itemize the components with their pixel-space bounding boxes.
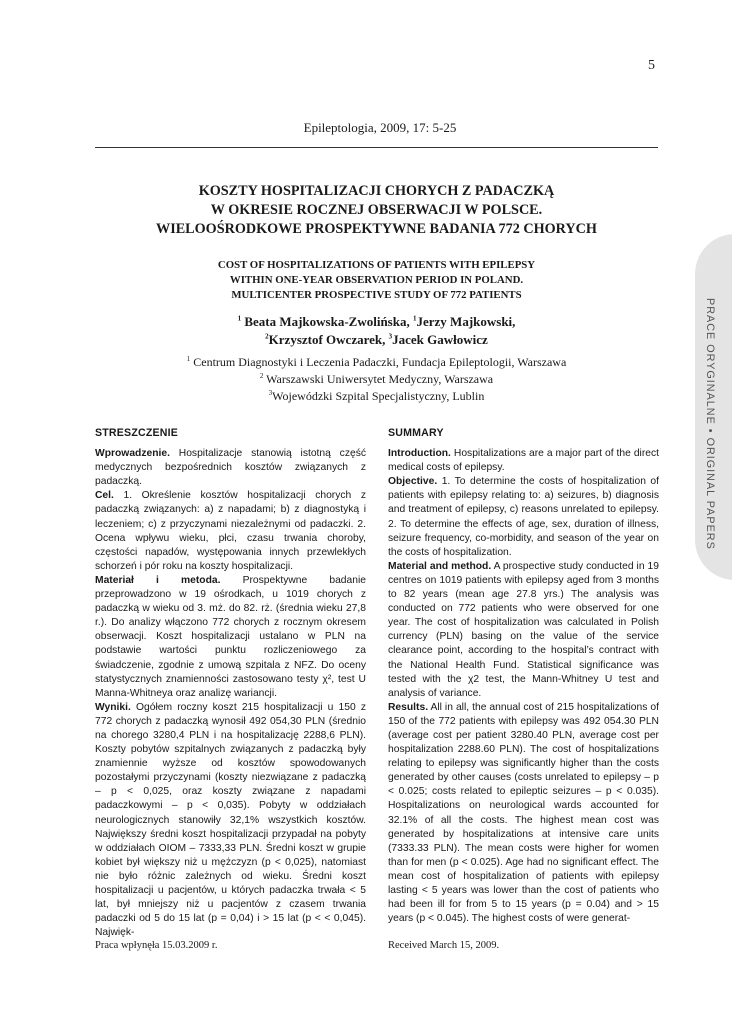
author-line: [95, 331, 658, 349]
affiliation-list: [95, 354, 658, 405]
abstract-paragraph: [388, 475, 659, 560]
author-line: [95, 313, 658, 331]
abstract-paragraph: [95, 574, 366, 701]
title-english-line: WITHIN ONE-YEAR OBSERVATION PERIOD IN POLAND.: [229, 274, 524, 286]
section-text: Prospektywne badanie przeprowadzono w 19 ośrodkach, u 1019 chorych z padaczką w wieku od 3. mż. do 82. rż. (średnia wieku 27,8 r.). Do analizy włączono 772 chorych z rocznym okresem obserwacji. Koszt hospitalizacji ustalano w PLN na podstawie wartości punktu rozliczeniowego za świadczenie, zgodnie z umową szpitala z NFZ. Do oceny statystycznych znamienności zastosowano testy χ², test U Manna-Whitneya oraz analizę wariancji.: [95, 574, 366, 699]
title-polish-line: WIELOOŚRODKOWE PROSPEKTYWNE BADANIA 772 CHORYCH: [156, 221, 597, 237]
section-text: 1. Określenie kosztów hospitalizacji chorych z padaczką związanych: a) z napadami; b) z diagnostyką i leczeniem; c) z przyczynami niezależnymi od padaczki. 2. Ocena wpływu wieku, płci, czasu trwania choroby, częstości napadów, występowania innych przewlekłych schorzeń i pór roku na koszty hospitalizacji.: [95, 490, 366, 572]
affiliation-text: Wojewódzki Szpital Specjalistyczny, Lublin: [272, 389, 485, 403]
author-affiliation-mark: 3: [388, 332, 393, 341]
title-english-line: COST OF HOSPITALIZATIONS OF PATIENTS WITH EPILEPSY: [217, 259, 536, 271]
affiliation: [95, 371, 658, 388]
abstract-paragraph: [388, 560, 659, 701]
author-name: Jacek Gawłowicz: [392, 332, 488, 347]
affiliation-mark: 3: [268, 389, 273, 397]
title-polish-line: KOSZTY HOSPITALIZACJI CHORYCH Z PADACZKĄ: [198, 183, 555, 199]
author-list: [95, 313, 658, 349]
section-label: Results.: [388, 701, 429, 713]
affiliation-text: Warszawski Uniwersytet Medyczny, Warszawa: [266, 372, 494, 386]
abstract-heading: SUMMARY: [388, 427, 444, 439]
affiliation: [95, 354, 658, 371]
section-label: Cel.: [95, 490, 114, 502]
title-polish: [95, 182, 658, 239]
author-name: Jerzy Majkowski,: [416, 314, 516, 329]
title-english-line: MULTICENTER PROSPECTIVE STUDY OF 772 PATIENTS: [231, 289, 522, 301]
received-date-polish: Praca wpłynęła 15.03.2009 r.: [95, 940, 218, 951]
abstract-paragraph: [95, 447, 366, 489]
abstract-paragraph: [388, 447, 659, 475]
section-label: Material and method.: [388, 560, 492, 572]
abstract-english: [388, 426, 659, 926]
affiliation: [95, 388, 658, 405]
author-affiliation-mark: 1: [237, 314, 242, 323]
section-label: Wyniki.: [95, 701, 131, 713]
journal-citation: Epileptologia, 2009, 17: 5-25: [303, 120, 457, 135]
section-side-label: PRACE ORYGINALNE • ORIGINAL PAPERS: [704, 298, 716, 550]
affiliation-text: Centrum Diagnostyki i Leczenia Padaczki, Fundacja Epileptologii, Warszawa: [193, 355, 567, 369]
section-label: Wprowadzenie.: [95, 448, 170, 460]
abstract-paragraph: [95, 701, 366, 941]
abstract-paragraph: [95, 489, 366, 574]
abstract-paragraph: [388, 701, 659, 927]
author-name: Beata Majkowska-Zwolińska,: [244, 314, 410, 329]
title-polish-line: W OKRESIE ROCZNEJ OBSERWACJI W POLSCE.: [210, 202, 543, 218]
section-text: Hospitalizacje stanowią istotną część medycznych bezpośrednich kosztów związanych z padaczką.: [95, 448, 366, 488]
affiliation-mark: 1: [186, 355, 191, 363]
affiliation-mark: 2: [259, 372, 264, 380]
section-label: Objective.: [388, 476, 438, 488]
author-affiliation-mark: 2: [265, 332, 269, 341]
section-text: 1. To determine the costs of hospitalization of patients with epilepsy relating to: a) seizures, b) diagnosis and treatment of epilepsy, c) reasons unrelated to epilepsy. 2. To determine the effects of age, sex, duration of illness, seizure frequency, co-morbidity, and season of the year on the costs of hospitalization.: [388, 476, 659, 558]
author-affiliation-mark: 1: [412, 314, 417, 323]
section-text: Ogółem roczny koszt 215 hospitalizacji u 150 z 772 chorych z padaczką wynosił 492 054,30 PLN (średnio na chorego 3280,4 PLN i na hospitalizację 2288,6 PLN). Koszty pobytów szpitalnych związanych z padaczką były znamiennie wyższe od kosztów spowodowanych pozostałymi przyczynami (koszty niezwiązane z padaczką – p < 0,025, oraz koszty związane z napadami padaczkowymi – p < 0,035). Pobyty w oddziałach neurologicznych stanowiły 32,1% wszystkich kosztów. Największy średni koszt hospitalizacji przypadał na pobyty w oddziałach OIOM – 7333,33 PLN. Średni koszt w grupie kobiet był większy niż u mężczyzn (p < 0,025), natomiast nie było różnic zależnych od wieku. Średni koszt hospitalizacji u pacjentów, u których padaczka trwała < 5 lat, był mniejszy niż u pacjentów z czasem trwania padaczki od 5 do 15 lat (p = 0,04) i > 15 lat (p < < 0,045). Najwięk-: [95, 701, 366, 939]
section-label: Introduction.: [388, 448, 451, 460]
title-english: [95, 258, 658, 303]
section-label: Materiał i metoda.: [95, 574, 221, 586]
section-text: Hospitalizations are a major part of the direct medical costs of epilepsy.: [388, 448, 659, 474]
received-date-english: Received March 15, 2009.: [388, 940, 500, 951]
section-text: All in all, the annual cost of 215 hospitalizations of 150 of the 772 patients with epilepsy was 492 054.30 PLN (average cost per patient 3280.40 PLN, average cost per hospitalization 2288.60 PLN). The cost of hospitalizations relating to epilepsy was significantly higher than the costs generated by other causes (costs unrelated to epilepsy – p < 0.025; costs related to epileptic seizures – p < 0.035). Hospitalizations on neurological wards accounted for 32.1% of all the costs. The highest mean cost was generated by hospitalizations at intensive care units (7333.33 PLN). The mean costs were higher for women than for men (p < 0.025). Age had no significant effect. The mean cost of hospitalization of patients with epilepsy lasting < 5 years was lower than the cost of patients who had been ill for from 5 to 15 years (p = 0.04) and > 15 years (p < 0.045). The highest costs of were generat-: [388, 701, 659, 925]
author-name: Krzysztof Owczarek,: [268, 332, 386, 347]
abstract-heading: STRESZCZENIE: [95, 427, 179, 439]
section-text: A prospective study conducted in 19 centres on 1019 patients with epilepsy aged from 3 months to 82 years (mean age 27.8 yrs.) The analysis was conducted on 772 patients who were observed for one year. The cost of hospitalization was calculated in Polish currency (PLN) basing on the value of the service clearance point, according to the hospital’s contract with the National Health Fund. Statistical significance was tested with the χ2 test, the Mann-Whitney U test and analysis of variance.: [388, 560, 659, 699]
header-rule: [95, 147, 658, 148]
page-number: 5: [648, 58, 655, 73]
abstract-polish: [95, 426, 366, 940]
